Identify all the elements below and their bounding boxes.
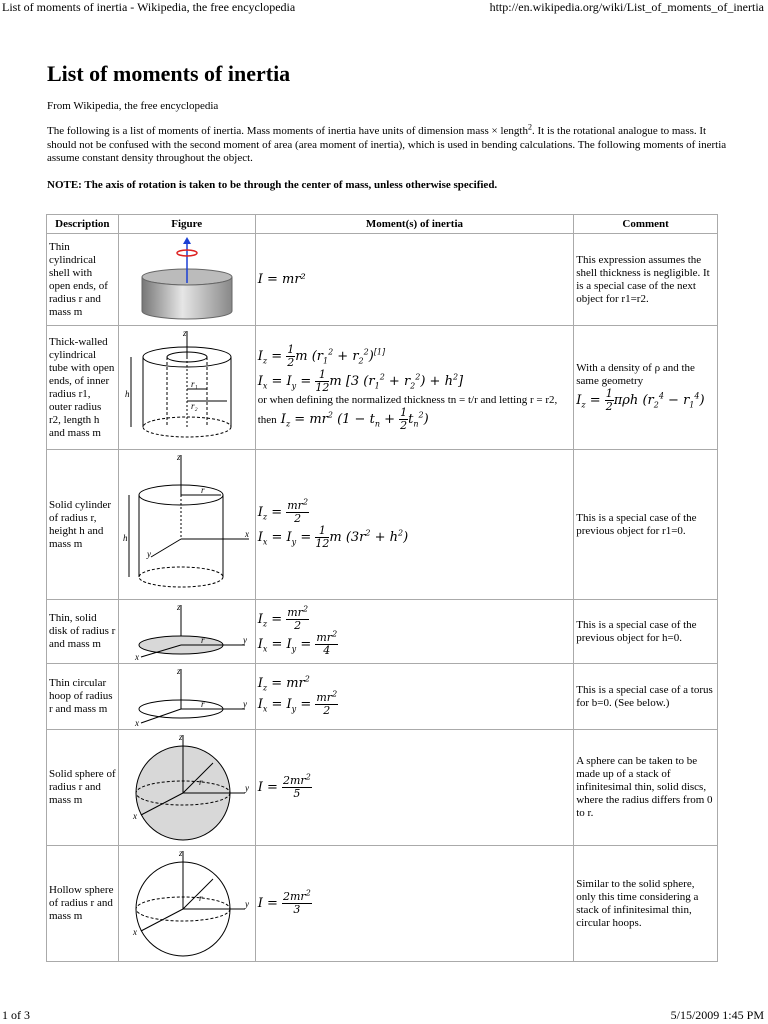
figure-solid-disk [118,600,255,664]
table-row [47,664,718,730]
svg-text:r₁: r₁ [190,378,198,389]
row-comment [574,326,718,450]
row-description: Thick-walled cylindrical tube with open ends, of inner radius r1, outer radius r2, length h and mass m [47,326,119,450]
svg-text:x: x [132,810,137,821]
svg-text:z: z [176,451,181,462]
inertia-table [46,214,718,962]
row-moments [255,846,574,962]
solid-cylinder-figure [121,451,253,599]
hoop-figure [121,665,253,729]
svg-text:y: y [244,898,249,909]
svg-text:y: y [146,548,151,559]
eq-iz: $I_z = mr^2$ [257,674,310,693]
svg-text:x: x [134,651,139,662]
svg-text:r: r [200,698,205,709]
row-moments [255,664,574,730]
eq-ix: $I_x = I_y$ = $\frac{mr^2}{4}$ [257,628,338,657]
row-description: Thin, solid disk of radius r and mass m [47,600,119,664]
print-header-title: List of moments of inertia - Wikipedia, the free encyclopedia [2,0,296,14]
page-title: List of moments of inertia [47,61,291,86]
eq-iz: $I_z$ = $\frac{1}{2}$ m $(r_1^2 + r_2^2)[1]$ [257,342,386,369]
row-comment: A sphere can be taken to be made up of a stack of infinitesimal thin, solid discs, where the radius differs from 0 to r. [574,730,718,846]
svg-text:x: x [132,926,137,937]
table-row [47,846,718,962]
figure-thick-tube [118,326,255,450]
table-header-row [47,215,718,234]
header-figure: Figure [118,215,255,234]
thick-tube-figure [121,327,253,449]
table-row [47,326,718,450]
row-description: Thin circular hoop of radius r and mass m [47,664,119,730]
row-moments [255,450,574,600]
row-description: Solid cylinder of radius r, height h and mass m [47,450,119,600]
table-row [47,450,718,600]
svg-text:z: z [176,665,181,676]
print-header-url[interactable]: http://en.wikipedia.org/wiki/List_of_moments_of_inertia [489,0,764,14]
row-moments [255,234,574,326]
eq-iz-normalized: then $I_z = mr^2$ ($1 - t_n$ + $\frac{1}{2}$ $t_n^2$) [257,405,429,432]
row-comment: This is a special case of the previous object for h=0. [574,600,718,664]
ref-1[interactable]: [1] [373,347,386,357]
svg-text:r: r [198,776,203,787]
row-moments [255,730,574,846]
eq-ix: $I_x = I_y$ = $\frac{mr^2}{2}$ [257,689,338,717]
print-header [0,0,768,16]
print-footer [0,1006,768,1024]
header-comment: Comment [574,215,718,234]
eq-i: I = $\frac{2mr^2}{5}$ [257,772,311,800]
hollow-sphere-figure [121,847,253,961]
svg-text:r₂: r₂ [190,400,198,411]
normalized-text: or when defining the normalized thickness tn = t/r and letting r = r2, [257,393,558,406]
equation: I = mr² [257,271,306,287]
figure-hoop [118,664,255,730]
eq-i: I = $\frac{2mr^2}{3}$ [257,888,311,916]
eq-ix: $I_x = I_y$ = $\frac{1}{12}$ m $(3r^2 + h^2)$ [257,523,409,550]
table-row [47,730,718,846]
intro-sup: 2 [527,122,532,132]
table-row [47,600,718,664]
row-comment: This is a special case of a torus for b=0. (See below.) [574,664,718,730]
solid-sphere-figure [121,731,253,845]
then-label: then [257,413,277,426]
intro-part-1: The following is a list of moments of inertia. Mass moments of inertia have units of dimension mass × length [47,125,528,137]
eq-iz: $I_z$ = $\frac{mr^2}{2}$ [257,496,309,525]
solid-disk-figure [121,601,253,663]
row-comment: Similar to the solid sphere, only this time considering a stack of infinitesimal thin, circular hoops. [574,846,718,962]
comment-text: With a density of ρ and the same geometry [576,362,695,387]
row-moments [255,600,574,664]
eq-iz: $I_z$ = $\frac{mr^2}{2}$ [257,603,309,632]
figure-thin-shell [118,234,255,326]
svg-text:h: h [122,532,128,543]
figure-hollow-sphere [118,846,255,962]
svg-text:y: y [244,782,249,793]
svg-text:h: h [124,388,130,399]
note: NOTE: The axis of rotation is taken to be through the center of mass, unless otherwise specified. [47,179,498,191]
intro-part-2: . It is the rotational analogue to mass. It should not be confused with the second moment of area (area moment of inertia), which is used in bending calculations. The following moments of inertia assume constant density throughout the object. [47,125,727,164]
row-comment: This is a special case of the previous object for r1=0. [574,450,718,600]
figure-solid-cylinder [118,450,255,600]
svg-text:z: z [178,731,183,742]
svg-text:x: x [134,717,139,728]
row-comment: This expression assumes the shell thickness is negligible. It is a special case of the next object for r1=r2. [574,234,718,326]
from-line: From Wikipedia, the free encyclopedia [47,100,219,112]
figure-solid-sphere [118,730,255,846]
svg-text:x: x [244,528,249,539]
header-description: Description [47,215,119,234]
row-description: Hollow sphere of radius r and mass m [47,846,119,962]
row-description: Solid sphere of radius r and mass m [47,730,119,846]
thin-shell-figure [121,235,253,325]
eq-ix: $I_x = I_y$ = $\frac{1}{12}$ m [3 $(r_1^2 + r_2^2) + h^2$] [257,367,464,394]
svg-text:y: y [242,698,247,709]
row-description: Thin cylindrical shell with open ends, of radius r and mass m [47,234,119,326]
svg-text:z: z [182,327,187,338]
row-moments [255,326,574,450]
intro-paragraph [47,122,727,166]
svg-text:z: z [176,601,181,612]
print-timestamp: 5/15/2009 1:45 PM [670,1008,764,1022]
header-moments: Moment(s) of inertia [255,215,574,234]
svg-text:z: z [178,847,183,858]
svg-text:r: r [198,892,203,903]
svg-text:y: y [242,634,247,645]
eq-density: $I_z$ = $\frac{1}{2}$ πρh $(r_2^4 - r_1^4)$ [576,387,705,413]
svg-text:r: r [200,484,205,495]
svg-text:r: r [200,634,205,645]
table-row [47,234,718,326]
page-count: 1 of 3 [2,1008,30,1022]
